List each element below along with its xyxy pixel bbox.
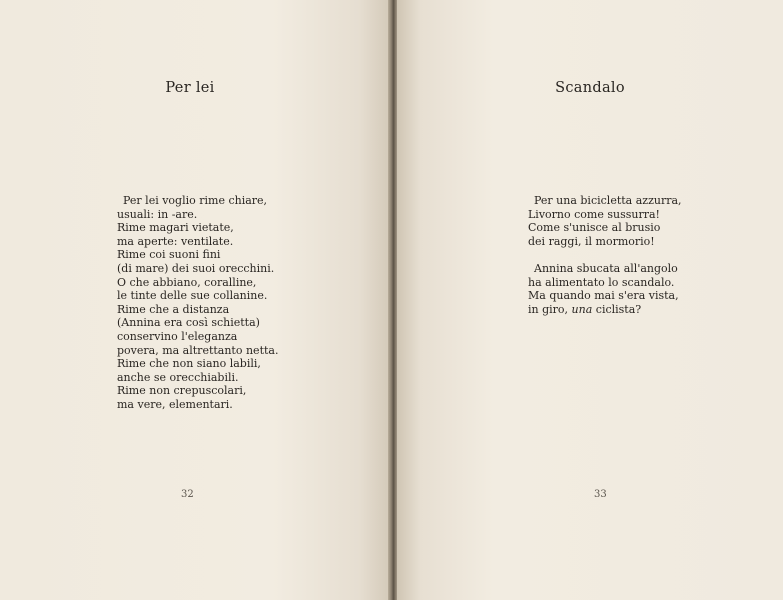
poem-title: Per lei <box>165 80 215 96</box>
stanza-break <box>528 248 682 262</box>
page-number: 32 <box>181 489 194 500</box>
poem-line: ma vere, elementari. <box>117 397 233 411</box>
poem-line: povera, ma altrettanto netta. <box>117 343 279 357</box>
poem-line: anche se orecchiabili. <box>117 370 239 384</box>
poem-line: ma aperte: ventilate. <box>117 234 234 248</box>
poem-line: Per lei voglio rime chiare, <box>123 194 268 207</box>
poem-text <box>117 194 278 412</box>
poem-line: Rime coi suoni fini <box>117 248 221 262</box>
poem-line: Rime che a distanza <box>117 302 230 316</box>
poem-line: Come s'unisce al brusio <box>528 221 661 235</box>
poem-line: Rime non crepuscolari, <box>117 384 247 398</box>
right-page <box>397 0 783 600</box>
poem-line: ha alimentato lo scandalo. <box>528 275 675 289</box>
poem-line: dei raggi, il mormorio! <box>528 234 655 248</box>
page-number: 33 <box>594 489 607 500</box>
poem-line: Ma quando mai s'era vista, <box>528 289 679 303</box>
poem-line: Livorno come sussurra! <box>528 207 660 221</box>
poem-line: conservino l'eleganza <box>117 329 238 343</box>
poem-line: Rime magari vietate, <box>117 221 234 235</box>
poem-line: O che abbiano, coralline, <box>117 275 257 289</box>
poem-text <box>528 194 682 316</box>
left-page <box>0 0 390 600</box>
poem-line: usuali: in -are. <box>117 207 198 221</box>
poem-line: Rime che non siano labili, <box>117 357 261 371</box>
poem-line: le tinte delle sue collanine. <box>117 289 268 303</box>
poem-line: Per una bicicletta azzurra, <box>534 194 682 207</box>
poem-line-italic: in giro, una ciclista? <box>528 302 642 316</box>
poem-line: (Annina era così schietta) <box>117 316 260 330</box>
poem-title: Scandalo <box>555 80 625 96</box>
poem-line: (di mare) dei suoi orecchini. <box>117 261 275 275</box>
poem-line: Annina sbucata all'angolo <box>534 261 678 275</box>
